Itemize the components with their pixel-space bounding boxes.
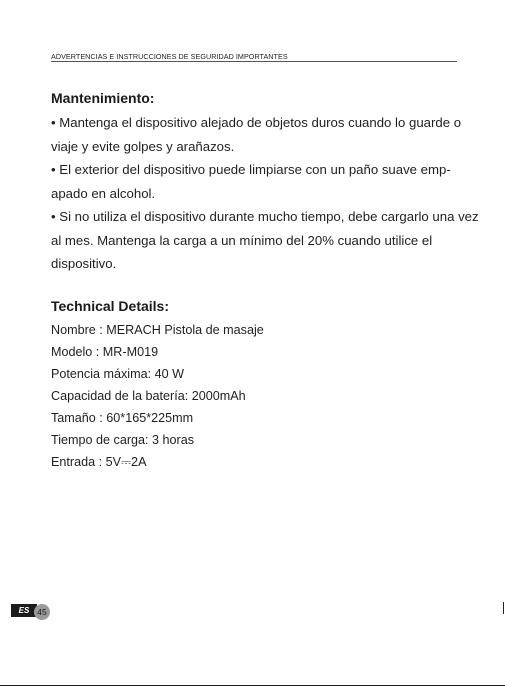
technical-title: Technical Details: <box>51 297 170 314</box>
spec-item-name: Nombre : MERACH Pistola de masaje <box>51 322 264 337</box>
maintenance-paragraph-1: • Mantenga el dispositivo alejado de objetos duros cuando lo guarde o viaje y evite golpes y arañazos. <box>51 115 462 154</box>
page-content <box>51 88 481 473</box>
page-bottom-edge <box>0 685 505 686</box>
header-title: ADVERTENCIAS E INSTRUCCIONES DE SEGURIDAD IMPORTANTES <box>51 52 288 61</box>
spec-item-max-power: Potencia máxima: 40 W <box>51 366 184 381</box>
spec-item-charge-time: Tiempo de carga: 3 horas <box>51 432 195 447</box>
spec-list <box>51 319 481 473</box>
margin-tick <box>503 602 504 614</box>
spec-item-size: Tamaño : 60*165*225mm <box>51 410 194 425</box>
language-badge: ES <box>11 604 37 617</box>
section-spacer <box>51 276 481 296</box>
spec-item-model: Modelo : MR-M019 <box>51 344 159 359</box>
maintenance-paragraph-2: • El exterior del dispositivo puede limpiarse con un paño suave emp-apado en alcohol. <box>51 162 451 201</box>
spec-item-battery: Capacidad de la batería: 2000mAh <box>51 388 246 403</box>
header-divider <box>51 61 457 62</box>
maintenance-title: Mantenimiento: <box>51 90 155 106</box>
maintenance-paragraph-3: • Si no utiliza el dispositivo durante mucho tiempo, debe cargarlo una vez al mes. Mantenga la carga a un mínimo del 20% cuando utilice el dispositivo. <box>51 209 479 271</box>
spec-item-input: Entrada : 5V⎓2A <box>51 454 147 469</box>
maintenance-section <box>51 88 481 276</box>
page-number: 45 <box>34 604 50 620</box>
technical-section <box>51 296 481 473</box>
